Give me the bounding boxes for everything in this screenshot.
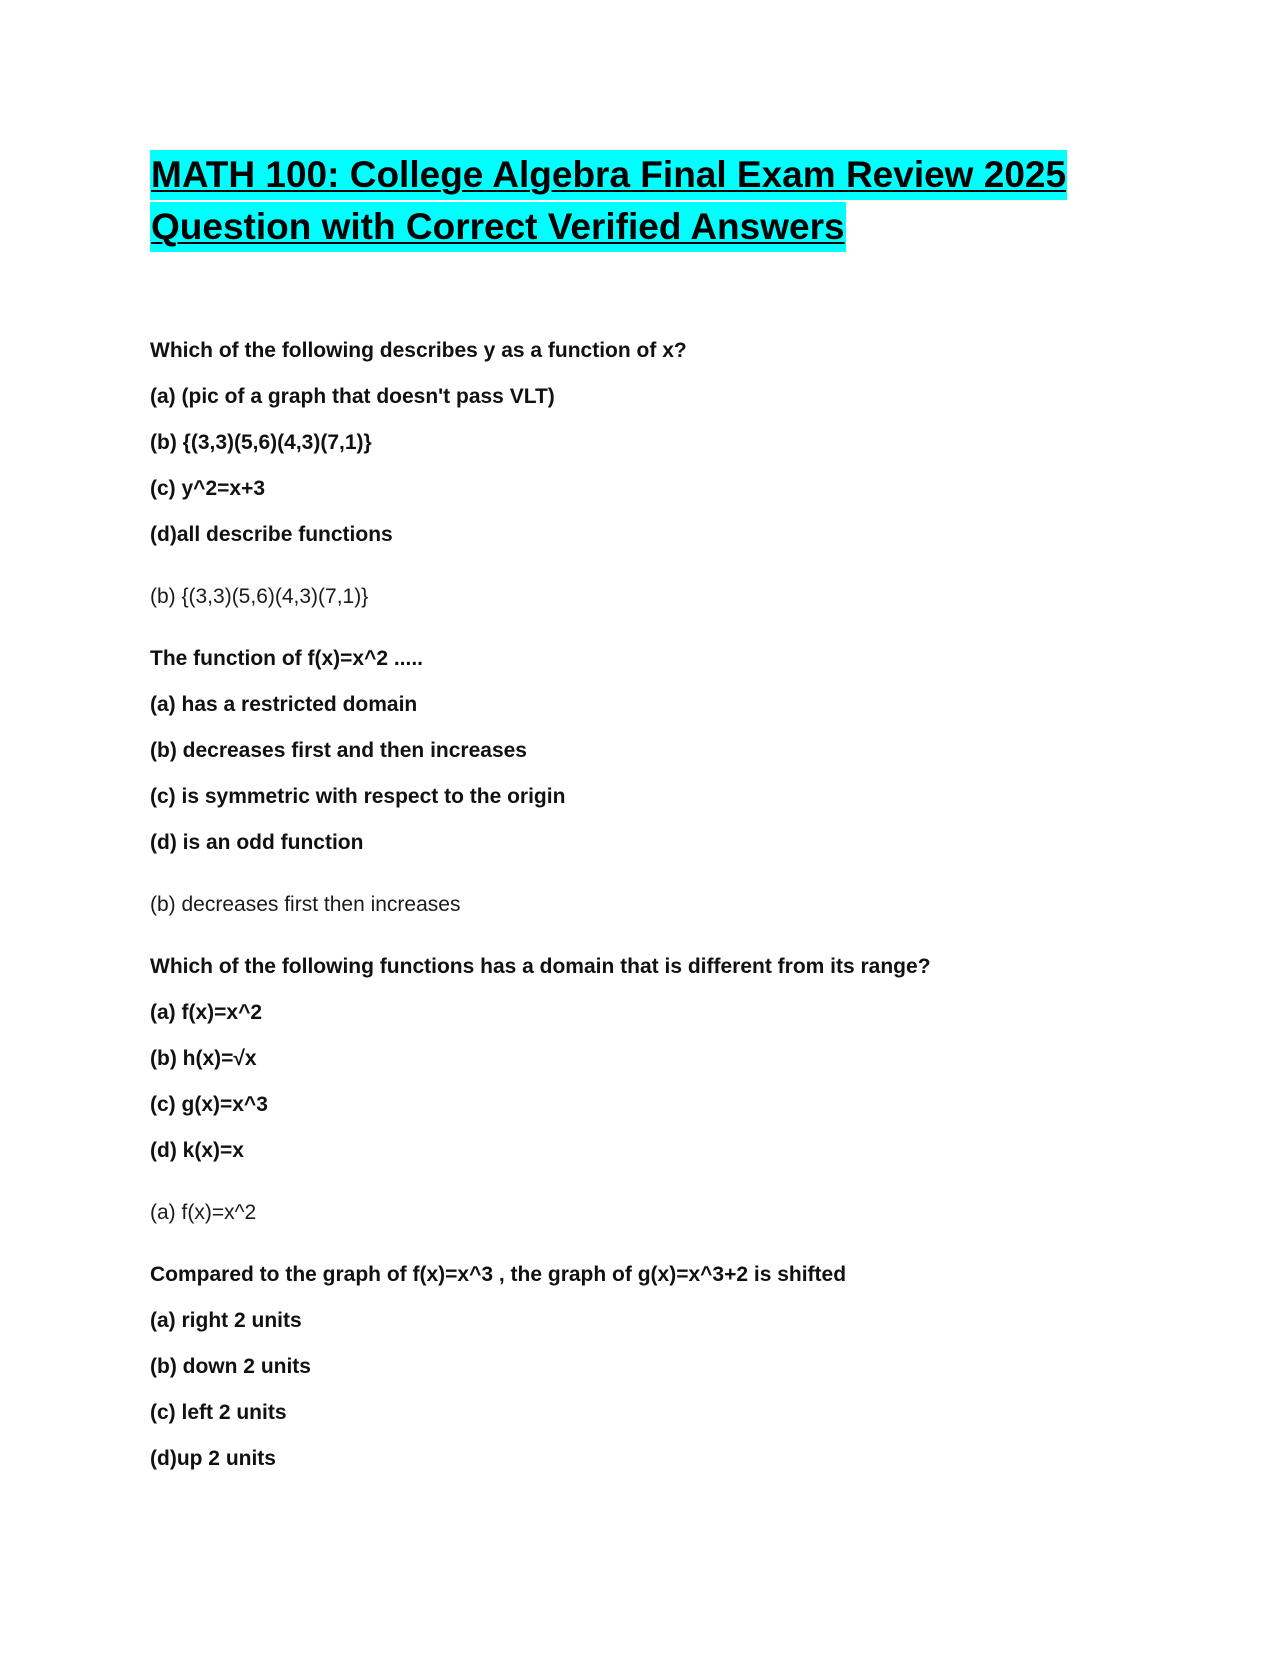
option-d: (d)up 2 units: [150, 1447, 276, 1470]
title-line-1: MATH 100: College Algebra Final Exam Review 2025: [150, 150, 1067, 200]
option-b: (b) {(3,3)(5,6)(4,3)(7,1)}: [150, 431, 372, 454]
question-1: [150, 328, 1150, 620]
option-c: (c) left 2 units: [150, 1401, 287, 1424]
option-b: (b) down 2 units: [150, 1355, 311, 1378]
question-stem: Which of the following functions has a domain that is different from its range?: [150, 955, 931, 978]
option-b: (b) h(x)=√x: [150, 1047, 257, 1070]
question-stem: Compared to the graph of f(x)=x^3 , the graph of g(x)=x^3+2 is shifted: [150, 1263, 847, 1286]
question-2: [150, 636, 1150, 928]
option-c: (c) g(x)=x^3: [150, 1093, 268, 1116]
question-stem: Which of the following describes y as a function of x?: [150, 339, 687, 362]
option-d: (d)all describe functions: [150, 523, 393, 546]
title-line-2: Question with Correct Verified Answers: [150, 202, 846, 252]
question-4: [150, 1252, 1150, 1482]
answer-text: (b) {(3,3)(5,6)(4,3)(7,1)}: [150, 585, 369, 608]
option-a: (a) right 2 units: [150, 1309, 302, 1332]
document-title: [150, 150, 1150, 252]
question-list: [150, 328, 1150, 1482]
option-c: (c) is symmetric with respect to the origin: [150, 785, 566, 808]
option-d: (d) is an odd function: [150, 831, 364, 854]
option-b: (b) decreases first and then increases: [150, 739, 527, 762]
answer-text: (a) f(x)=x^2: [150, 1201, 257, 1224]
option-d: (d) k(x)=x: [150, 1139, 244, 1162]
answer-text: (b) decreases first then increases: [150, 893, 461, 916]
option-c: (c) y^2=x+3: [150, 477, 266, 500]
question-stem: The function of f(x)=x^2 .....: [150, 647, 424, 670]
option-a: (a) (pic of a graph that doesn't pass VLT): [150, 385, 555, 408]
question-3: [150, 944, 1150, 1236]
option-a: (a) has a restricted domain: [150, 693, 418, 716]
option-a: (a) f(x)=x^2: [150, 1001, 263, 1024]
